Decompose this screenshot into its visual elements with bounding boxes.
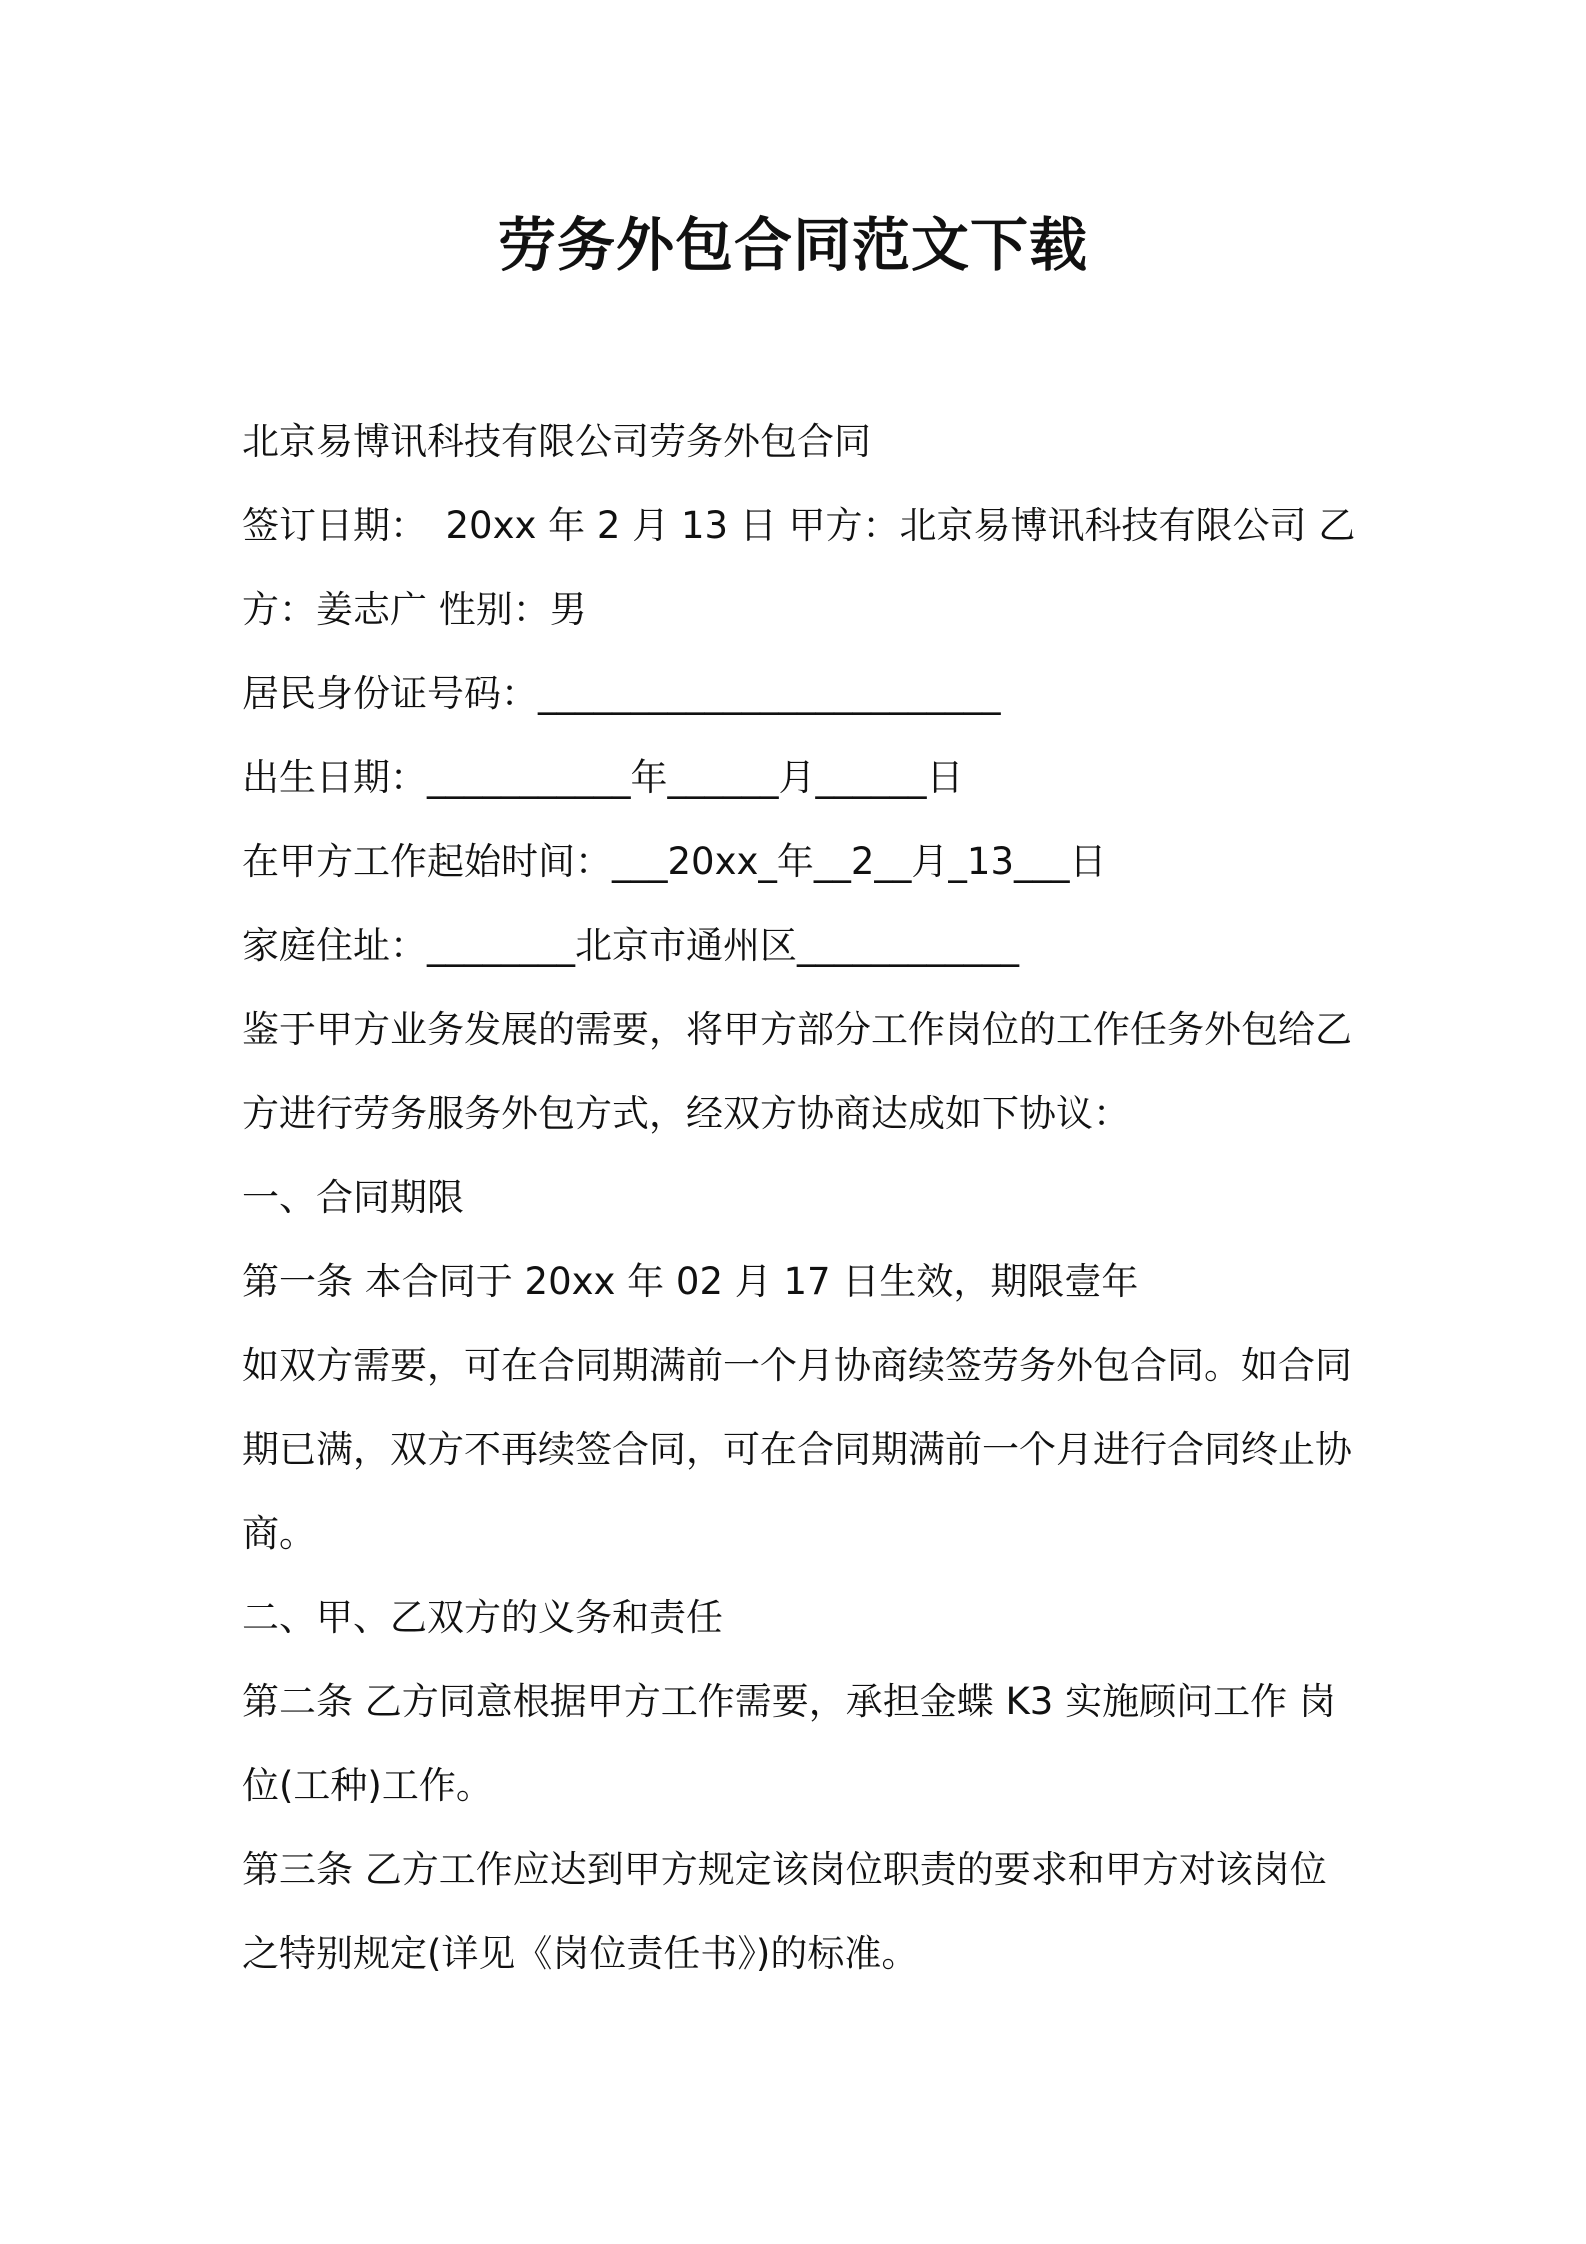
birth-date-field: 出生日期：___________年______月______日 xyxy=(242,756,964,799)
party-b-gender-line: 方：姜志广 性别：男 xyxy=(242,588,587,631)
section-heading-duties: 二、甲、乙双方的义务和责任 xyxy=(242,1596,723,1639)
section-heading-term: 一、合同期限 xyxy=(242,1176,464,1219)
document-title: 劳务外包合同范文下载 xyxy=(497,211,1088,279)
document-body xyxy=(242,400,1362,1996)
article-two-line-1: 第二条 乙方同意根据甲方工作需要，承担金蝶 K3 实施顾问工作 岗 xyxy=(242,1680,1336,1723)
work-start-date-field: 在甲方工作起始时间：___20xx_年__2__月_13___日 xyxy=(242,840,1107,883)
article-one: 第一条 本合同于 20xx 年 02 月 17 日生效，期限壹年 xyxy=(242,1260,1139,1303)
article-three-line-1: 第三条 乙方工作应达到甲方规定该岗位职责的要求和甲方对该岗位 xyxy=(242,1848,1327,1891)
renewal-line-3: 商。 xyxy=(242,1512,316,1555)
renewal-line-1: 如双方需要，可在合同期满前一个月协商续签劳务外包合同。如合同 xyxy=(242,1344,1352,1387)
signing-date-party-a-line: 签订日期： 20xx 年 2 月 13 日 甲方：北京易博讯科技有限公司 乙 xyxy=(242,504,1356,547)
article-three-line-2: 之特别规定(详见《岗位责任书》)的标准。 xyxy=(242,1932,919,1975)
home-address-field: 家庭住址：________北京市通州区____________ xyxy=(242,924,1019,967)
renewal-line-2: 期已满，双方不再续签合同，可在合同期满前一个月进行合同终止协 xyxy=(242,1428,1352,1471)
agreement-intro-line-1: 鉴于甲方业务发展的需要，将甲方部分工作岗位的工作任务外包给乙 xyxy=(242,1008,1352,1051)
contract-heading: 北京易博讯科技有限公司劳务外包合同 xyxy=(242,420,871,463)
id-number-field: 居民身份证号码：_________________________ xyxy=(242,672,1001,715)
article-two-line-2: 位(工种)工作。 xyxy=(242,1764,493,1807)
agreement-intro-line-2: 方进行劳务服务外包方式，经双方协商达成如下协议： xyxy=(242,1092,1130,1135)
